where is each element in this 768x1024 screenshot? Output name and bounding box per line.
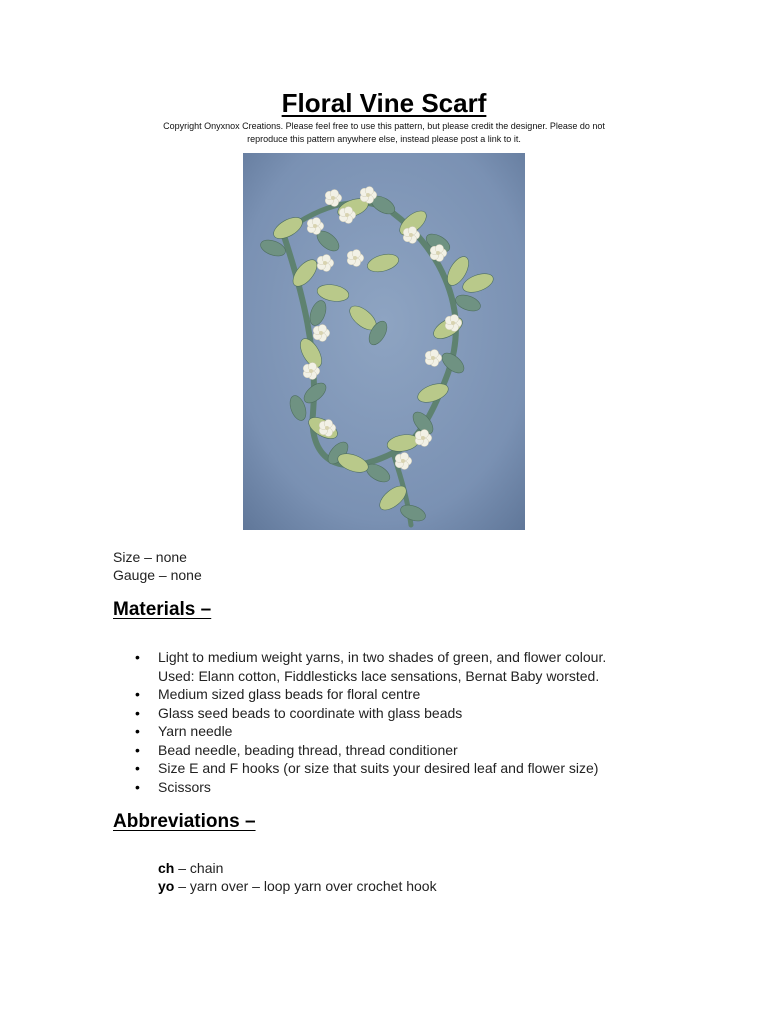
- abbreviation-definition: – yarn over – loop yarn over crochet hook: [174, 878, 437, 894]
- materials-item-text-continued: Used: Elann cotton, Fiddlesticks lace sensations, Bernat Baby worsted.: [158, 667, 600, 684]
- flower-bead-centre: [325, 426, 329, 430]
- flower-bead-centre: [451, 321, 455, 325]
- flower-bead-centre: [401, 459, 405, 463]
- flower-bead-centre: [319, 331, 323, 335]
- abbreviation-term: yo: [158, 878, 175, 894]
- abbreviation-term: ch: [158, 860, 175, 876]
- copyright-line-2: reproduce this pattern anywhere else, instead please post a link to it.: [247, 133, 521, 144]
- flower-bead-centre: [436, 251, 440, 255]
- copyright-line-1: Copyright Onyxnox Creations. Please feel free to use this pattern, but please credit the designer. Please do not: [163, 121, 605, 131]
- flower-bead-centre: [331, 196, 335, 200]
- materials-item: • Scissors: [133, 778, 673, 797]
- flower-bead-centre: [353, 256, 357, 260]
- size-spec: Size – none: [113, 549, 187, 565]
- abbreviation-row: [158, 859, 437, 877]
- abbreviation-definition: – chain: [174, 860, 224, 876]
- materials-item: • Bead needle, beading thread, thread conditioner: [133, 741, 673, 760]
- gauge-spec: Gauge – none: [113, 567, 202, 583]
- materials-item: • Size E and F hooks (or size that suits your desired leaf and flower size): [133, 759, 673, 778]
- flower-bead-centre: [421, 436, 425, 440]
- materials-item: • Yarn needle: [133, 722, 673, 741]
- scarf-photo: [243, 153, 525, 530]
- copyright-notice: [120, 120, 648, 145]
- materials-heading: Materials –: [113, 599, 212, 620]
- flower-bead-centre: [345, 213, 349, 217]
- materials-item-text: • Light to medium weight yarns, in two shades of green, and flower colour.: [158, 649, 607, 665]
- pattern-specs: [113, 548, 202, 584]
- flower-bead-centre: [313, 224, 317, 228]
- materials-item: • Glass seed beads to coordinate with glass beads: [133, 704, 673, 723]
- flower-bead-centre: [309, 369, 313, 373]
- abbreviations-list: [158, 859, 437, 895]
- materials-item: • Medium sized glass beads for floral centre: [133, 685, 673, 704]
- abbreviations-heading: Abbreviations –: [113, 811, 256, 832]
- flower-bead-centre: [431, 356, 435, 360]
- materials-list: [133, 648, 673, 796]
- flower-bead-centre: [409, 233, 413, 237]
- flower-bead-centre: [366, 193, 370, 197]
- scarf-photo-illustration: [243, 153, 525, 530]
- flower-bead-centre: [323, 261, 327, 265]
- materials-item: [133, 648, 673, 685]
- abbreviation-row: [158, 877, 437, 895]
- document-title: Floral Vine Scarf: [281, 88, 487, 118]
